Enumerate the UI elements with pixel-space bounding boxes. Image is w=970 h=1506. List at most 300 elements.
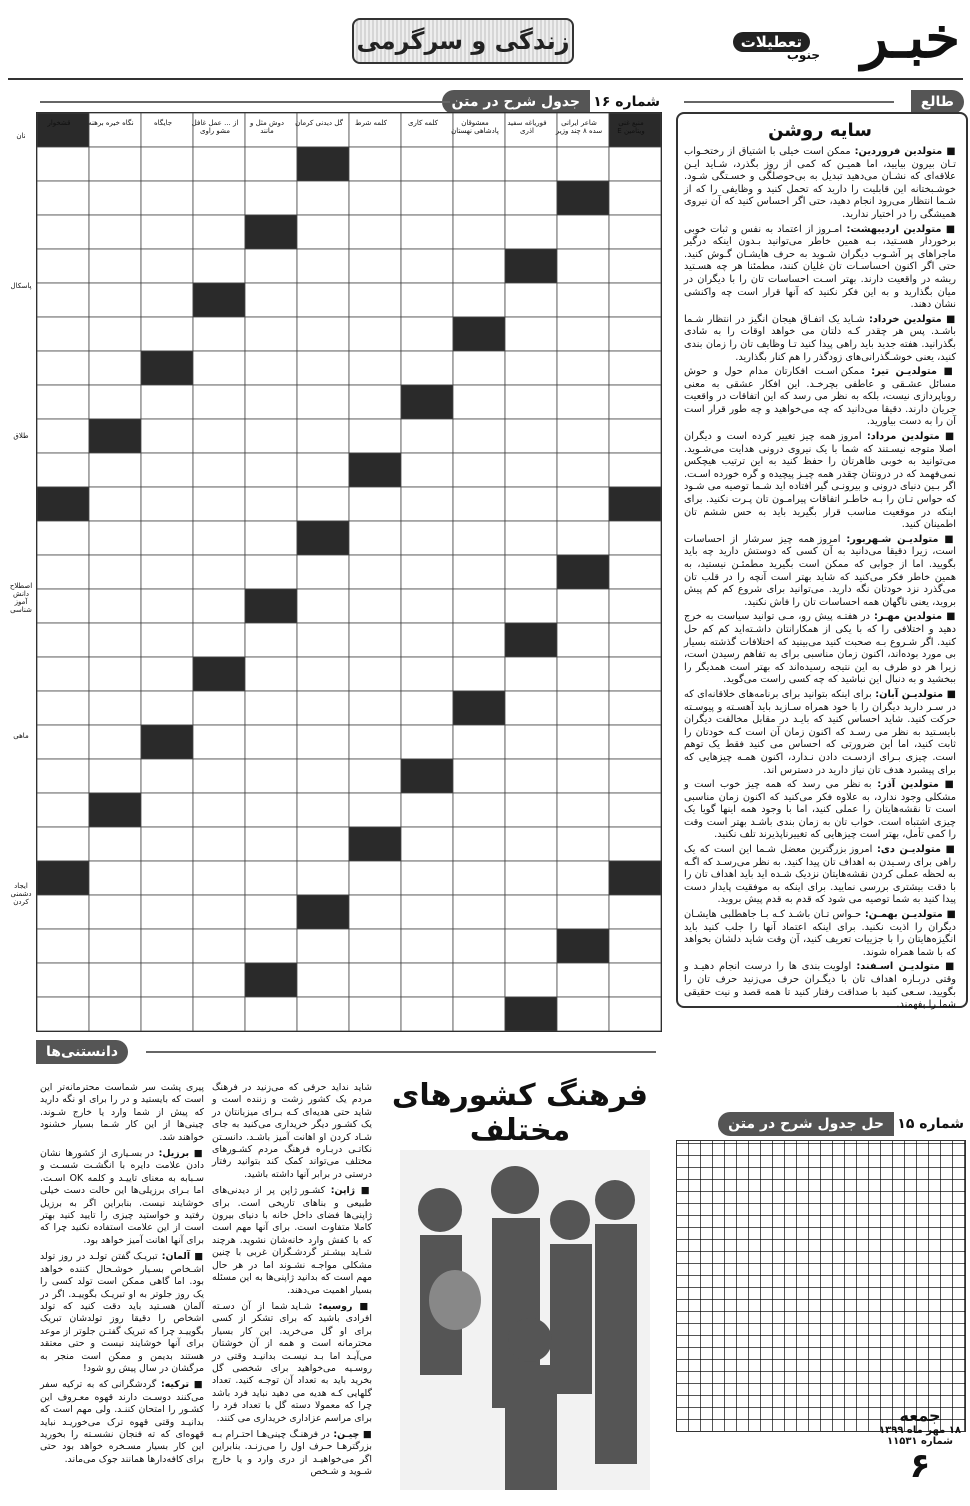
crossword-clue: دوش مثل و مانند [249, 119, 285, 135]
crossword-cell [401, 215, 453, 249]
horoscope-header [676, 90, 964, 114]
crossword-cell [349, 623, 401, 657]
horoscope-sign: ■ متولدیـن بهمـن: [861, 909, 956, 921]
holiday-badge: تعطیلات [733, 32, 810, 52]
crossword-cell [297, 691, 349, 725]
crossword-cell [349, 283, 401, 317]
crossword-cell [89, 691, 141, 725]
crossword-cell [453, 759, 505, 793]
crossword-cell [505, 351, 557, 385]
crossword-cell [609, 521, 661, 555]
crossword-cell [193, 929, 245, 963]
crossword-cell [609, 453, 661, 487]
crossword-cell [401, 147, 453, 181]
answer-key-grid [676, 1140, 966, 1432]
crossword-cell [141, 895, 193, 929]
crossword-cell [297, 657, 349, 691]
crossword-cell [89, 895, 141, 929]
crossword-clue: فوریاغه سفید اذری [507, 119, 547, 135]
horoscope-text: شـاید یک اتفـاق هیجان انگیز در انتظار شـما باشـد. پس هر چقدر کـه دلتان می خواهد اوقات را به شادی بگذرانید. هفته جدید باید راهی پیدا کنید تـا وظایف تان را زمان بندی کنید، یعنی خوشـگذرانی‌های زودگذر را هم کنار بگذارید. [684, 313, 956, 363]
horoscope-text: در هفتـه پیش رو، مـی توانید سیاست به خرج دهید و اختلافی را که با یکی از همکارانتان داشـته‌اید کم کم حل کنید. اگر شـروع بـه صحبت کنید می‌بینید که اختلافات گذشته بسیار بی مورد بوده‌اند، اکنون زمان مناسبی برای به تفاهم رسیدن است، زیرا هر دو طرف به این نتیجه رسیده‌اند که بهتر است همدیگر را ببخشید و به دنبال این نباشید که چه کسی راست می‌گوید. [684, 611, 956, 686]
horoscope-text: امروز بزرگترین معضل شـما این است که یک راهی برای رسـیدن به اهداف تان پیدا کنید. به نظر می‌رسـد که اگـه به لحظه عملی کردن نقشه‌هایتان نزدیک شـده اید باید اهداف تان را با دقت بیشتری بررسی نمایید. برای اینکه به موفقیت پایدار دست پیدا کنید به شما توصیه می شود که قدم به قدم پیش بروید. [684, 844, 956, 906]
crossword-cell [37, 657, 89, 691]
crossword-cell [349, 793, 401, 827]
crossword-cell [245, 997, 297, 1031]
crossword-cell [89, 521, 141, 555]
issue-number: شماره ۱۱۵۳۱ [887, 1436, 953, 1447]
crossword-cell [401, 929, 453, 963]
crossword-cell [349, 487, 401, 521]
horoscope-entry [684, 146, 956, 222]
crossword-cell [193, 963, 245, 997]
crossword-cell [297, 283, 349, 317]
section-banner: زندگی و سرگرمی [352, 18, 574, 64]
crossword-cell [557, 317, 609, 351]
crossword-cell [609, 759, 661, 793]
crossword-column-clues [41, 119, 657, 145]
crossword-cell [37, 181, 89, 215]
article-country: ■ ژاپن: [325, 1185, 372, 1197]
crossword-cell [349, 147, 401, 181]
crossword-cell [609, 589, 661, 623]
crossword-cell [245, 793, 297, 827]
article-text: کشـور ژاپن پر از دیدنی‌های طبیعی و بناهای تاریخی است. برای ژاپنی‌ها فضای داخل خانه با دنیای بیرون کاملا متفاوت است. برای آنها مهم است که با کفش وارد خانه‌شان نشوید. هرچند شـاید بیشـتر گردشـگران غربی با چنین مشکلی مواجـه نشـوند اما در هر حال مهم است که بدانید ژاپنی‌ها به این مسئله بسیار اهمیت می‌دهند. [212, 1185, 372, 1296]
crossword-cell [37, 793, 89, 827]
horoscope-text: ممکن است خیلی با اشتیاق از رختخـواب تـان بیرون بیایید، اما همیـن که کمی از روز بگذرد، شـاید ایـن علاقه‌ای که نشـان می‌دهید تبدیل به بی‌حوصلگی و خسـتگی شـود. خوشـبختانه این قابلیت را دارید که تحمل کنید و وظایفی را که از شـما انتظار می‌رود انجام دهید، حتی اگر احساس کنید که آن نیروی همیشگی را در اختیار ندارید. [684, 146, 956, 220]
horoscope-entry [684, 611, 956, 687]
crossword-cell [557, 623, 609, 657]
horoscope-entry [684, 779, 956, 842]
crossword-cell [401, 623, 453, 657]
crossword-cell [557, 895, 609, 929]
crossword-rule [40, 101, 450, 103]
crossword-cell [141, 487, 193, 521]
crossword-black-cell [193, 657, 245, 691]
article-text: در بسـیاری از کشورها نشان دادن علامت دایره با انگشـت شسـت و سـبابه به معنای تاییـد و کلمه OK اسـت. اما بـرای برزیلی‌ها این حالت دست خیلی خوشایند نیست. بنابراین اگر به برزیل رفتید و خواستید چیزی را تایید کنید بهتر است از این علامت استفاده نکنید چرا که برای آنها اهانت آمیز خواهد بود. [40, 1148, 204, 1246]
crossword-cell [453, 657, 505, 691]
crossword-cell [89, 147, 141, 181]
crossword-clue: کلمه شرط [355, 119, 387, 127]
crossword-cell [141, 385, 193, 419]
crossword-cell [37, 453, 89, 487]
crossword-clue: کلمه کاری [408, 119, 438, 127]
crossword-cell [505, 283, 557, 317]
crossword-cell [37, 385, 89, 419]
crossword-cell [89, 929, 141, 963]
crossword-cell [37, 963, 89, 997]
crossword-cell [505, 861, 557, 895]
horoscope-sign: ■ متولدین مرداد: [861, 431, 957, 443]
crossword-cell [89, 249, 141, 283]
logo-subtitle: جنوب [786, 48, 820, 62]
issue-date-box [876, 1406, 964, 1500]
crossword-cell [141, 793, 193, 827]
crossword-cell [89, 997, 141, 1031]
crossword-cell [557, 521, 609, 555]
crossword-black-cell [505, 623, 557, 657]
answer-key-issue: شماره ۱۵ [897, 1116, 964, 1132]
crossword-cell [349, 861, 401, 895]
crossword-cell [557, 657, 609, 691]
crossword-cell [193, 589, 245, 623]
crossword-black-cell [609, 487, 661, 521]
crossword-cell [297, 963, 349, 997]
crossword-black-cell [89, 793, 141, 827]
crossword-cell [193, 895, 245, 929]
crossword-cell [349, 929, 401, 963]
crossword-cell [349, 657, 401, 691]
crossword-black-cell [349, 453, 401, 487]
crossword-cell [505, 589, 557, 623]
crossword-tab: جدول شرح در متن [442, 90, 590, 114]
crossword-cell [609, 317, 661, 351]
crossword-cell [193, 521, 245, 555]
horoscope-text: اولویت بندی ها را درست انجام دهیـد و وقتی دربـاره اهداف تان با دیگـران حرف می‌زنید حرف تان را بگویید. سـعی کنید با صداقت رفتار کنید تا همه قصد و نیت حقیقی شما را بفهمند. [684, 961, 956, 1011]
crossword-cell [89, 283, 141, 317]
crossword-cell [37, 283, 89, 317]
article-paragraph [40, 1148, 204, 1247]
crossword-cell [349, 317, 401, 351]
article-country: ■ روسیه: [311, 1300, 373, 1312]
crossword-cell [37, 997, 89, 1031]
crossword-black-cell [557, 929, 609, 963]
crossword-cell [453, 385, 505, 419]
crossword-cell [609, 249, 661, 283]
crossword-cell [245, 861, 297, 895]
horoscope-text: به نظر می رسد که همه چیز خوب است و مشکلی وجود ندارد، به علاوه فکر می‌کنید که اکنون زمان مناسبی است تا نقشه‌هایتان را عملی کنید، اما با وجود همه اینها گویا یک چیزی اشتباه است. خواب تان به زمان بندی باشـد بهتر است وقت را کمی تأمل، بهتر است چیزهایی که تغییرناپذیرند تلف نکنید. [684, 779, 956, 841]
crossword-cell [89, 215, 141, 249]
horoscope-entry [684, 431, 956, 532]
horoscope-entry [684, 909, 956, 959]
issue-date: ۱۸ مهر ماه ۱۳۹۹ [879, 1425, 961, 1436]
horoscope-entry [684, 224, 956, 312]
crossword-cell [297, 759, 349, 793]
crossword-cell [193, 385, 245, 419]
crossword-cell [141, 929, 193, 963]
crossword-cell [609, 793, 661, 827]
crossword-cell [453, 181, 505, 215]
article-text: گردشگرانی که به ترکیه سفر می‌کنند دوسـت دارند قهوه معـروف این کشـور را امتحان کننـد. ولی مهم است که بدانیـد وقتی قهوه ترک می‌خوریـد نباید قهوه‌ای که ته فنجان نشسـته را بخورید این کار بسیار مسـخره خواهد بود حتی برای کافه‌دارها همانند جوک می‌ماند. [40, 1379, 204, 1465]
crossword-cell [193, 793, 245, 827]
horoscope-sign: ■ متولدین آذر: [871, 779, 956, 791]
crossword-cell [401, 521, 453, 555]
crossword-cell [89, 759, 141, 793]
crossword-cell [505, 963, 557, 997]
crossword-cell [297, 861, 349, 895]
horoscope-sign: ■ متولدیـن تیر: [864, 366, 956, 378]
crossword-cell [193, 181, 245, 215]
crossword-cell [245, 827, 297, 861]
crossword-cell [37, 419, 89, 453]
crossword-cell [557, 793, 609, 827]
crossword-cell [609, 385, 661, 419]
crossword-cell [609, 351, 661, 385]
crossword-cell [401, 249, 453, 283]
crossword-cell [297, 725, 349, 759]
crossword-cell [245, 895, 297, 929]
crossword-cell [349, 385, 401, 419]
crossword-black-cell [297, 895, 349, 929]
crossword-cell [37, 895, 89, 929]
crossword-cell [245, 181, 297, 215]
crossword-header [36, 90, 660, 114]
crossword-cell [505, 759, 557, 793]
crossword-cell [245, 725, 297, 759]
crossword-cell [297, 555, 349, 589]
crossword-cell [89, 555, 141, 589]
crossword-cell [609, 283, 661, 317]
crossword-cell [193, 351, 245, 385]
crossword-cell [245, 929, 297, 963]
crossword-side-clue: ماهی [13, 732, 29, 740]
crossword-cell [557, 351, 609, 385]
crossword-cell [609, 997, 661, 1031]
page-number: ۶ [909, 1446, 931, 1486]
crossword-cell [141, 249, 193, 283]
crossword-cell [609, 691, 661, 725]
crossword-cell [557, 283, 609, 317]
crossword-cell [37, 147, 89, 181]
crossword-cell [141, 827, 193, 861]
crossword-cell [349, 215, 401, 249]
crossword-cell [401, 861, 453, 895]
crossword-cell [505, 793, 557, 827]
crossword-black-cell [453, 317, 505, 351]
crossword-issue: شماره ۱۶ [593, 94, 660, 110]
crossword-cell [193, 453, 245, 487]
crossword-cell [505, 929, 557, 963]
crossword-cell [453, 283, 505, 317]
crossword-cell [297, 249, 349, 283]
crossword-clue: از ... عمل غافل مشو راوی [191, 119, 239, 135]
crossword-lines [37, 113, 661, 1031]
crossword-cell [193, 249, 245, 283]
crossword-cell [505, 147, 557, 181]
crossword-cell [193, 555, 245, 589]
crossword-clue: منبع غنی ویتامین E [617, 119, 645, 135]
crossword-cell [505, 657, 557, 691]
crossword-cell [349, 521, 401, 555]
horoscope-entry [684, 689, 956, 777]
crossword-cell [245, 657, 297, 691]
crossword-cell [89, 827, 141, 861]
article-rule [146, 1051, 656, 1053]
crossword-cell [349, 759, 401, 793]
crossword-cell [141, 589, 193, 623]
crossword-cell [401, 725, 453, 759]
crossword-cell [37, 555, 89, 589]
crossword-black-cell [609, 861, 661, 895]
crossword-side-clue: پاسکال [10, 282, 32, 290]
crossword-cell [193, 997, 245, 1031]
article-tab: دانستنی‌ها [36, 1040, 128, 1064]
crossword-cell [401, 317, 453, 351]
crossword-cell [193, 419, 245, 453]
crossword-cell [609, 657, 661, 691]
crossword-cell [505, 555, 557, 589]
crossword-cell [453, 215, 505, 249]
people-in-costumes-photo [380, 1090, 660, 1500]
crossword-black-cell [401, 759, 453, 793]
crossword-cell [245, 385, 297, 419]
crossword-cell [297, 997, 349, 1031]
crossword-cell [505, 827, 557, 861]
crossword-cell [193, 861, 245, 895]
crossword-cell [401, 283, 453, 317]
crossword-black-cell [37, 487, 89, 521]
crossword-cell [245, 147, 297, 181]
crossword-black-cell [505, 997, 557, 1031]
crossword-cell [557, 827, 609, 861]
crossword-cell [37, 521, 89, 555]
article-text: پیری پشت سر شماست محترمانه‌تر این است که بایستید و در را برای او نگه دارید که پیش از شما وارد یا خارج شـوند. چینی‌ها از این کار شـما بسیار خشنود خواهند شد. [40, 1082, 204, 1143]
crossword-cell [245, 453, 297, 487]
crossword-cell [245, 623, 297, 657]
crossword-cell [609, 929, 661, 963]
crossword-cell [401, 487, 453, 521]
horoscope-title: سایه روشن [768, 120, 872, 141]
header-divider [8, 78, 963, 80]
article-column-2 [40, 1082, 204, 1502]
crossword-cell [245, 691, 297, 725]
article-text: در فرهنـگ چینی‌هـا احتـرام بـه بزرگترهـا حـرف اول را می‌زنـد. بنابراین اگر می‌خواهیـد از دری وارد و یا خارج شـوید و شـخص [212, 1428, 372, 1478]
newspaper-logo: خبـر [861, 5, 960, 71]
article-paragraph [40, 1379, 204, 1466]
crossword-cell [245, 317, 297, 351]
crossword-cell [505, 487, 557, 521]
crossword-cell [141, 181, 193, 215]
crossword-cell [245, 759, 297, 793]
crossword-cell [193, 759, 245, 793]
crossword-cell [141, 521, 193, 555]
horoscope-entry [684, 314, 956, 364]
issue-day: جمعه [899, 1406, 941, 1425]
crossword-cell [453, 929, 505, 963]
crossword-cell [245, 419, 297, 453]
crossword-cell [401, 963, 453, 997]
crossword-cell [401, 589, 453, 623]
horoscope-sign: ■ متولدیـن دی: [872, 844, 956, 856]
crossword-black-cell [297, 521, 349, 555]
crossword-black-cell [141, 725, 193, 759]
horoscope-sign: ■ متولدین اردیبهشت: [842, 223, 956, 235]
crossword-cell [349, 691, 401, 725]
horoscope-sign: ■ متولدیـن آبان: [871, 688, 956, 700]
crossword-black-cell [37, 861, 89, 895]
crossword-cell [245, 555, 297, 589]
crossword-cell [453, 963, 505, 997]
crossword-cell [609, 963, 661, 997]
crossword-cell [505, 215, 557, 249]
crossword-cell [557, 997, 609, 1031]
answer-key-header [676, 1112, 964, 1136]
crossword-cell [557, 861, 609, 895]
crossword-clue: گل دیدنی کرمان [295, 119, 343, 127]
article-country: ■ ترکیه: [156, 1379, 204, 1391]
crossword-cell [349, 963, 401, 997]
crossword-cell [297, 317, 349, 351]
horoscope-text: حـواس تـان باشـد کـه بـا جاهطلبی هایشـان دیگران را اذیت نکنید. برای اینکه اعتماد آنها را جلب کنید باید انگیزه‌هایتان را با جزییات تعریف کنید، آن وقت شاید دلشان بخواهد که با شما همراه شوند. [684, 909, 956, 958]
crossword-black-cell [297, 147, 349, 181]
crossword-cell [141, 691, 193, 725]
crossword-black-cell [453, 691, 505, 725]
crossword-cell [401, 657, 453, 691]
crossword-cell [297, 487, 349, 521]
crossword-cell [453, 487, 505, 521]
crossword-cell [557, 691, 609, 725]
crossword-cell [89, 861, 141, 895]
crossword-black-cell [349, 827, 401, 861]
crossword-cell [505, 521, 557, 555]
crossword-cell [245, 487, 297, 521]
crossword-cell [401, 997, 453, 1031]
crossword-black-cell [141, 351, 193, 385]
crossword-cell [297, 351, 349, 385]
crossword-clue: جایگاه [153, 119, 173, 127]
crossword-black-cell [557, 555, 609, 589]
crossword-side-clue: طلاق [13, 432, 29, 440]
crossword-cell [453, 827, 505, 861]
crossword-cell [453, 351, 505, 385]
crossword-cell [297, 589, 349, 623]
crossword-cell [297, 827, 349, 861]
article-paragraph [212, 1429, 372, 1479]
horoscope-entry [684, 961, 956, 1011]
crossword-cell [453, 555, 505, 589]
crossword-cell [141, 283, 193, 317]
crossword-cell [89, 385, 141, 419]
horoscope-text: امروز همه چیز تغییر کرده است و دیگران اصلا متوجه نیسـتند که شما با یک نیروی درونی هدایت می‌شـوید. می‌توانید به خوبی ظاهرتان را حفظ کنید به این ترتیب هیچکس نمی‌فهمد که در درونتان چقدر همه چیـز پیچیده و گره خورده اسـت. اگر بـین دنیای درونی و بیرونـی گیر افتاده اید شـما توصیه می شـود که حواس تـان را بـه خاطـر اتفاقات پیرامـون تان پـرت نکنید. برای اینکه در موقعیت مناسب قرار بگیرید باید به حس ششم تان اطمینان کنید. [684, 431, 956, 531]
crossword-cell [349, 555, 401, 589]
horoscope-sign: ■ متولدین خرداد: [864, 313, 957, 325]
crossword-clue: قشخوار [47, 119, 71, 127]
crossword-cell [401, 555, 453, 589]
crossword-black-cell [245, 963, 297, 997]
crossword-cell [89, 589, 141, 623]
horoscope-sign: ■ متولدیـن شـهریور: [840, 533, 956, 545]
crossword-cell [245, 249, 297, 283]
crossword-cell [89, 623, 141, 657]
article-header [36, 1040, 660, 1064]
crossword-cell [297, 181, 349, 215]
crossword-cell [141, 657, 193, 691]
horoscope-sign: ■ متولدین مهـر: [869, 611, 956, 623]
horoscope-rule [684, 101, 894, 103]
horoscope-body [684, 146, 957, 1011]
crossword-cell [37, 725, 89, 759]
crossword-cell [37, 623, 89, 657]
crossword-cell [89, 657, 141, 691]
crossword-cell [609, 725, 661, 759]
article-title: فرهنگ کشورهای مختلف [391, 1078, 649, 1148]
crossword-cell [609, 181, 661, 215]
crossword-cell [349, 997, 401, 1031]
crossword-cell [193, 691, 245, 725]
horoscope-text: ممکن اسـت افکارتان مدام حول و حوش مسائل عشـقی و عاطفی بچرخـد. این افکار عشقی به معنی رویاپردازی نیست، بلکه به نظر می رسد که این اتفاقات در واقعیت جریان دارند. دقیقا می‌دانید که چه می‌خواهید و چه طور قرار است آن را به دست بیاورید. [684, 366, 956, 428]
crossword-cell [609, 215, 661, 249]
article-country: ■ برزیل: [153, 1148, 204, 1160]
crossword-black-cell [89, 419, 141, 453]
crossword-cell [349, 419, 401, 453]
crossword-cell [37, 691, 89, 725]
article-country: ■ آلمان: [157, 1251, 204, 1263]
crossword-cell [505, 691, 557, 725]
crossword-cell [453, 725, 505, 759]
crossword-cell [141, 623, 193, 657]
crossword-cell [609, 623, 661, 657]
article-paragraph [212, 1301, 372, 1425]
article-text: تبریـک گفتن تولـد در روز تولد اشـخاص بسـیار خوشـحال کننده خواهد بود. اما گاهی ممکن است تولد کسی را یک روز جلوتر به او تبریـک بگوییـد. اگر در آلمان هسـتید باید دقت کنید که تولد اشخاص را دقیقا روز تولدشان تبریک بگوییـد چرا که تبریک گفتـن جلوتر از موعد برای آنها خوشایند نیست و حتی معتقد هستند بدیمن و ممکن است منجر به مرگشان در سال پیش رو شود! [40, 1251, 204, 1374]
